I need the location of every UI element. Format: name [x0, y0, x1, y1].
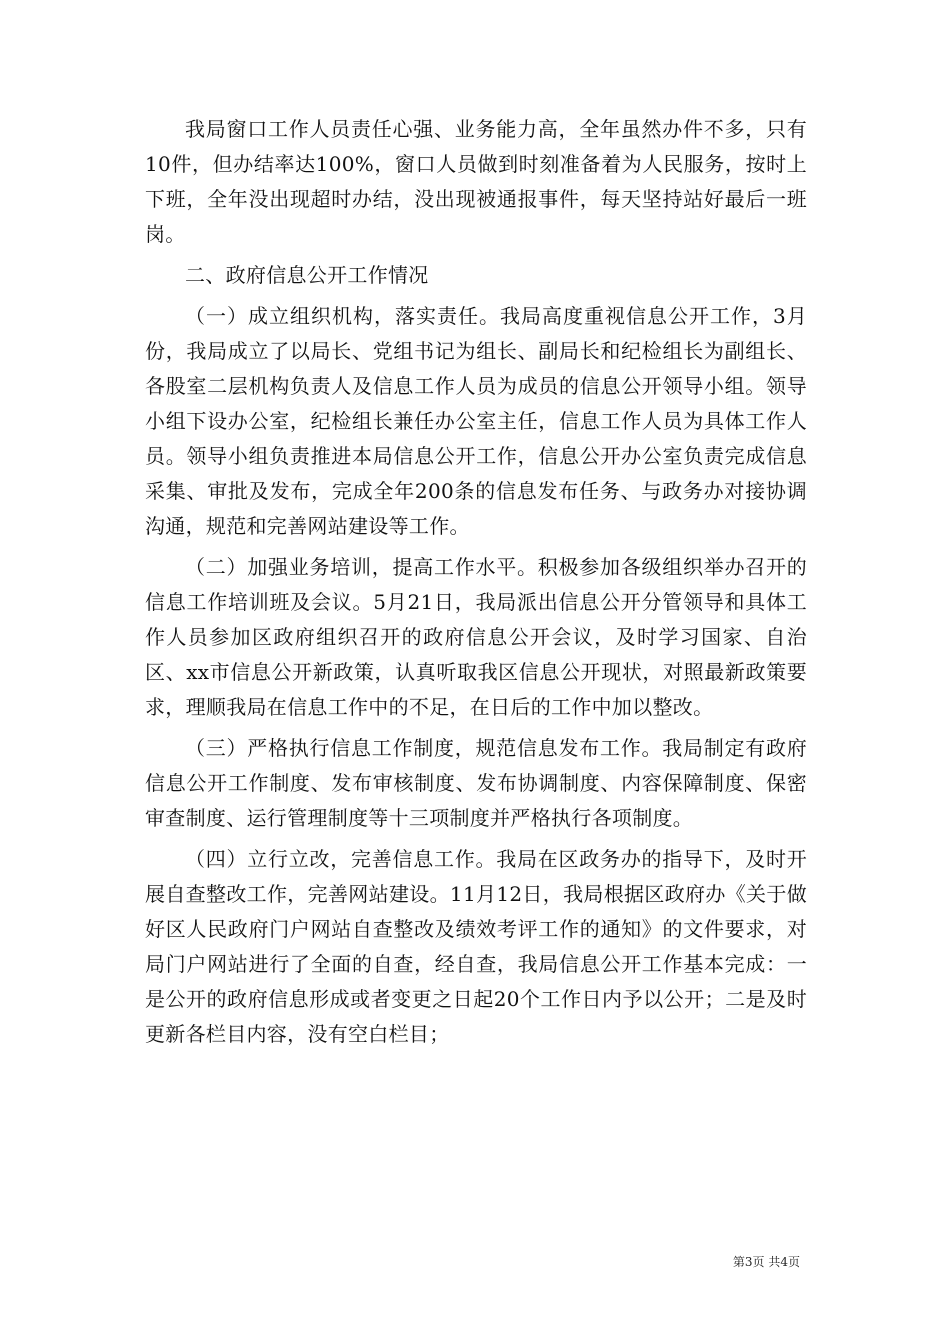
paragraph-rectification: （四）立行立改，完善信息工作。我局在区政务办的指导下，及时开展自查整改工作，完善网站建设。11月12日，我局根据区政府办《关于做好区人民政府门户网站自查整改及绩效考评工作的通知》的文件要求，对局门户网站进行了全面的自查，经自查，我局信息公开工作基本完成：一是公开的政府信息形成或者变更之日起20个工作日内予以公开；二是及时更新各栏目内容，没有空白栏目； [145, 847, 807, 1046]
paragraph-training: （二）加强业务培训，提高工作水平。积极参加各级组织举办召开的信息工作培训班及会议。5月21日，我局派出信息公开分管领导和具体工作人员参加区政府组织召开的政府信息公开会议，及时学习国家、自治区、xx市信息公开新政策，认真听取我区信息公开现状，对照最新政策要求，理顺我局在信息工作中的不足，在日后的工作中加以整改。 [145, 555, 807, 719]
section-heading-info-disclosure: 二、政府信息公开工作情况 [185, 263, 429, 287]
paragraph-organization: （一）成立组织机构，落实责任。我局高度重视信息公开工作，3月份，我局成立了以局长、党组书记为组长、副局长和纪检组长为副组长、各股室二层机构负责人及信息工作人员为成员的信息公开领导小组。领导小组下设办公室，纪检组长兼任办公室主任，信息工作人员为具体工作人员。领导小组负责推进本局信息公开工作，信息公开办公室负责完成信息采集、审批及发布，完成全年200条的信息发布任务、与政务办对接协调沟通，规范和完善网站建设等工作。 [145, 304, 807, 538]
page-number-footer: 第3页 共4页 [732, 1255, 800, 1269]
paragraph-window-staff: 我局窗口工作人员责任心强、业务能力高，全年虽然办件不多，只有10件，但办结率达100%，窗口人员做到时刻准备着为人民服务，按时上下班，全年没出现超时办结，没出现被通报事件，每天坚持站好最后一班岗。 [145, 117, 807, 246]
paragraph-regulations: （三）严格执行信息工作制度，规范信息发布工作。我局制定有政府信息公开工作制度、发布审核制度、发布协调制度、内容保障制度、保密审查制度、运行管理制度等十三项制度并严格执行各项制度。 [145, 736, 807, 830]
document-body [145, 112, 807, 1052]
